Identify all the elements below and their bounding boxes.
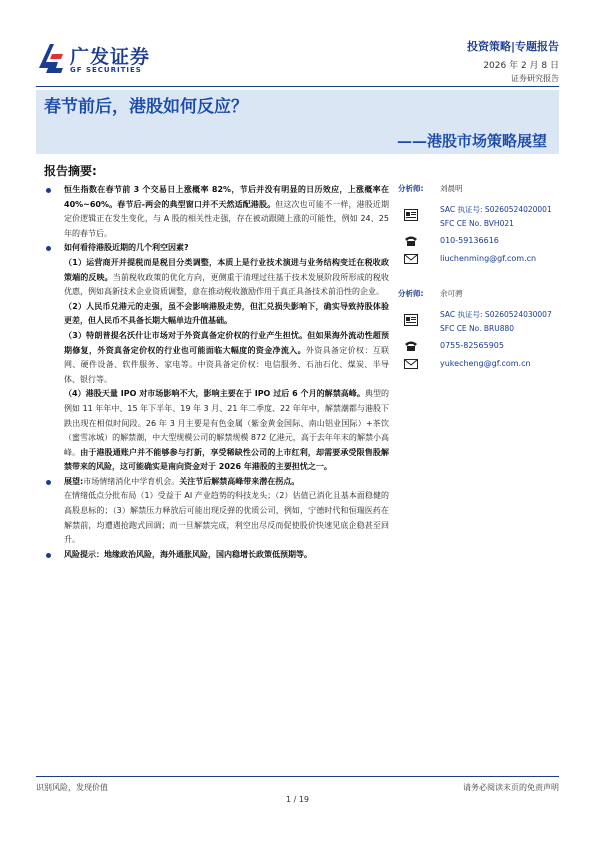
- analyst-name: 余可骋: [440, 289, 463, 298]
- report-type: 投资策略|专题报告: [466, 40, 559, 53]
- analyst-name: 刘晨明: [440, 184, 463, 193]
- analyst-label: 分析师:: [398, 289, 424, 298]
- paragraph-pricing-power: [44, 329, 389, 387]
- email-icon: [404, 253, 418, 265]
- bullet-bold-text: 如何看待港股近期的几个利空因素?: [64, 243, 189, 253]
- page-number: 1 / 19: [285, 795, 310, 804]
- abstract-heading: 报告摘要:: [44, 164, 97, 178]
- analyst-email[interactable]: yukecheng@gf.com.cn: [440, 359, 531, 368]
- report-date: 2026 年 2 月 8 日: [483, 61, 559, 71]
- analyst-phone: 010-59136616: [440, 236, 499, 245]
- paragraph-bold-text: （4）港股天量 IPO 对市场影响不大，影响主要在于 IPO 过后 6 个月的解禁高峰。: [64, 389, 365, 399]
- paragraph-text: 外资具备定价权：互联网、硬件设备、软件服务、家电等。中资具备定价权：电信服务、石油石化、煤炭、半导体、银行等。: [64, 345, 389, 384]
- report-department: 证券研究报告: [511, 74, 559, 83]
- analyst-sfc: SFC CE No. BRU880: [440, 324, 515, 333]
- gf-logo-icon: [36, 40, 66, 74]
- paragraph-bold-text: （3）特朗普提名沃什让市场对于外资真备定价权的行业产生担忧。但如果海外流动性超预期修复，外资真备定价权的行业也可能面临大幅度的资金净流入。: [64, 330, 389, 355]
- paragraph-bold-text: 由于港股通账户并不能够参与打新，享受稀缺性公司的上市红利，却需要承受限售股解禁带来的风险，这可能确实是南向资金对于 2026 年港股的主要担忧之一。: [64, 447, 390, 472]
- paragraph-ipo: [44, 387, 389, 475]
- footer-slogan: 识别风险，发现价值: [36, 783, 108, 792]
- company-logo: [36, 40, 156, 84]
- analyst-email[interactable]: liuchenming@gf.com.cn: [440, 254, 537, 263]
- analyst-phone: 0755-82565905: [440, 341, 504, 350]
- logo-chinese-text: 广发证券: [70, 46, 151, 68]
- abstract-body: [44, 183, 389, 562]
- paragraph-tax: [44, 256, 389, 300]
- paragraph-text: 当前税收政策的优化方向，更侧重于清理过往基于技术发展阶段所形成的税收优惠，例如高新技术企业资质调整，意在推动税收激励作用于真正具备技术前沿性的企业。: [64, 272, 390, 297]
- paragraph-text: 在情绪低点分批布局（1）受益于 AI 产业趋势的科技龙头；（2）估值已消化且基本面稳健的高股息标的；（3）解禁压力释放后可能出现反弹的优质公司，例如，宁德时代和恒瑞医药在解禁前，均遭遇抢跑式回调；而一旦解禁完成，利空出尽反而促使股价快速见底企稳甚至回升。: [64, 491, 389, 545]
- report-subtitle: ——港股市场策略展望: [396, 132, 547, 150]
- footer-disclaimer-note: 请务必阅读末页的免责声明: [463, 783, 559, 792]
- logo-english-text: GF SECURITIES: [70, 66, 142, 74]
- bullet-bold-text: 展望:: [64, 476, 84, 486]
- phone-icon: [404, 235, 418, 247]
- bullet-risk: [44, 548, 389, 563]
- analyst-sac: SAC 执证号: S0260524030007: [440, 310, 552, 319]
- id-card-icon: [404, 314, 418, 326]
- bullet-text: 但这次也可能不一样，港股近期定价逻辑正在发生变化，与 A 股的相关性走强，存在被动跟随上涨的可能性，例如 24、25 年的春节后。: [64, 199, 389, 238]
- paragraph-rmb: [44, 300, 389, 329]
- analyst-label: 分析师:: [398, 184, 424, 193]
- bullet-bold-text: 恒生指数在春节前 3 个交易日上涨概率 82%，节后并没有明显的日历效应，上涨概率在 40%~60%。春节后-两会的典型窗口并不天然适配港股。: [64, 185, 389, 209]
- bullet-bold-text: 风险提示：地缘政治风险，海外通胀风险，国内稳增长政策低预期等。: [64, 549, 312, 559]
- paragraph-text: 典型的例如 11 年年中、15 年下半年、19 年 3 月、21 年二季度、22 年年中，解禁潮都与港股下跌出现在相似时间段。26 年 3 月主要是有色金属（紫金黄金国际、南山铝业国际）+茶饮（蜜雪冰城）的解禁潮，中大型规模公司的解禁规模 872 亿港元，高于去年年末的解禁小高峰。: [64, 389, 390, 457]
- analyst-sidebar: [398, 183, 563, 393]
- bullet-negative-factors: [44, 241, 389, 256]
- paragraph-bold-text: （1）运营商开并提税而是税目分类调整，本质上是行业技术演进与业务结构变迁在税收政策端的反映。: [64, 257, 389, 282]
- analyst-sac: SAC 执证号: S0260524020001: [440, 205, 552, 214]
- paragraph-bold-text: （2）人民币兑港元的走强，虽不会影响港股走势，但汇兑损失影响下，确实导致持股体验更差，但人民币不具备长期大幅单边升值基础。: [64, 301, 389, 326]
- paragraph-outlook: [44, 489, 389, 547]
- report-title: 春节前后，港股如何反应？: [44, 97, 248, 117]
- bullet-calendar-effect: [44, 183, 389, 241]
- id-card-icon: [404, 209, 418, 221]
- bullet-text: 市场情绪消化中学育机会。: [83, 476, 180, 486]
- analyst-card: [398, 183, 563, 288]
- analyst-sfc: SFC CE No. BVH021: [440, 219, 514, 228]
- bullet-outlook: [44, 475, 389, 490]
- analyst-card: [398, 288, 563, 393]
- header-divider: [36, 86, 559, 87]
- footer-divider: [36, 776, 559, 777]
- email-icon: [404, 358, 418, 370]
- bullet-bold-text: 关注节后解禁高峰带来潜在拐点。: [179, 476, 300, 486]
- phone-icon: [404, 340, 418, 352]
